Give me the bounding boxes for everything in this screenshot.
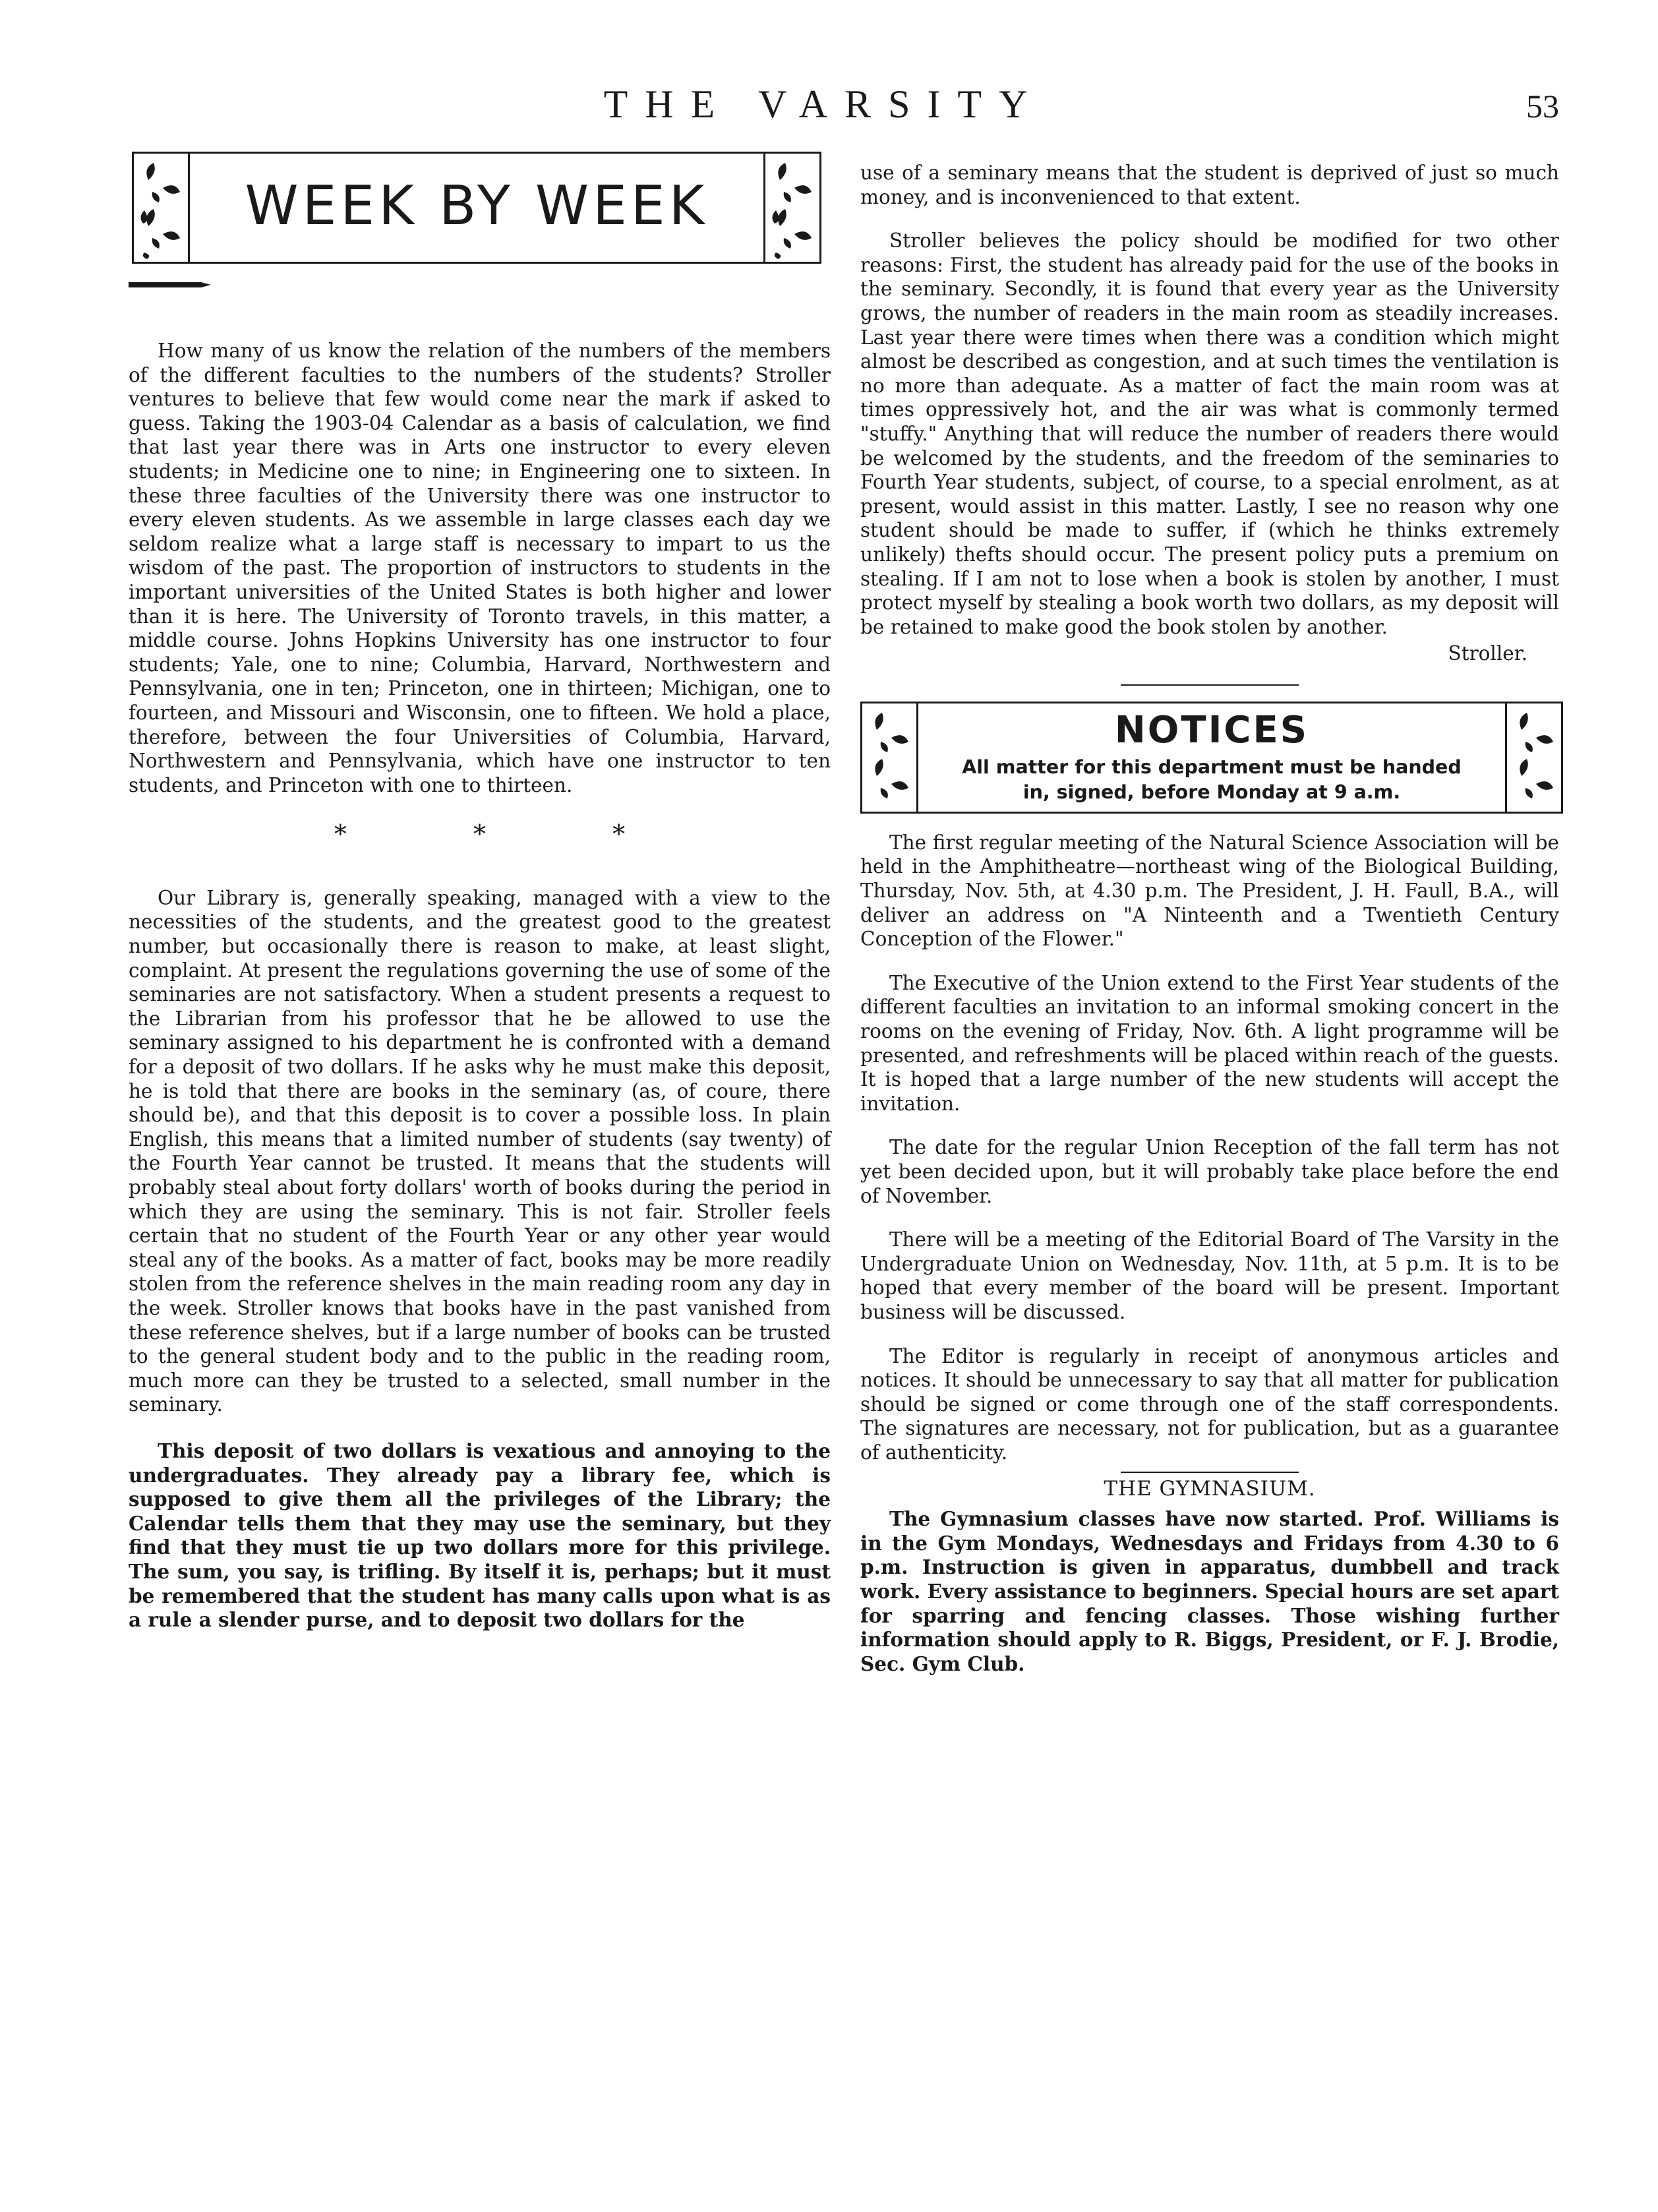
- decorative-rule-icon: [129, 281, 211, 289]
- notice-paragraph: The date for the regular Union Reception of the fall term has not yet been decided upon, but it will probably take place before the end of November.: [860, 1136, 1559, 1207]
- left-column: [129, 152, 831, 1632]
- notices-subtitle-line: All matter for this department must be handed: [962, 756, 1462, 778]
- running-title: THE VARSITY: [603, 82, 1045, 126]
- week-paragraph-1: How many of us know the relation of the numbers of the members of the different faculties to the numbers of the students? Stroller ventures to believe that few would come near the mark if asked to guess. Taking the 1903-04 Calendar as a basis of calculation, we find that last year there was in Arts one instructor to every eleven students; in Medicine one to nine; in Engineering one to sixteen. In these three faculties of the University there was one instructor to every eleven students. As we assemble in large classes each day we seldom realize what a large staff is necessary to impart to us the wisdom of the past. The proportion of instructors to students in the important universities of the United States is both higher and lower than it is here. The University of Toronto travels, in this matter, a middle course. Johns Hopkins University has one instructor to four students; Yale, one to nine; Columbia, Harvard, Northwestern and Pennsylvania, one in ten; Princeton, one in thirteen; Michigan, one to fourteen, and Missouri and Wisconsin, one to fifteen. We hold a place, therefore, between the four Universities of Columbia, Harvard, Northwestern and Pennsylvania, which have one instructor to ten students, and Princeton with one to thirteen.: [129, 340, 831, 796]
- spacer: [129, 289, 831, 339]
- notice-paragraph: The Editor is regularly in receipt of anonymous articles and notices. It should be unnecessary to say that all matter for publication should be signed or come through one of the staff correspondents. The signatures are necessary, not for publication, but as a guarantee of authenticity.: [860, 1344, 1559, 1464]
- floral-ornament-icon: [862, 703, 918, 812]
- right-column: [860, 161, 1559, 1676]
- notices-heading-box: [860, 702, 1563, 814]
- week-paragraph-2: Our Library is, generally speaking, managed with a view to the necessities of the students, and the greatest good to the greatest number, but occasionally there is reason to make, at least slight, complaint. At present the regulations governing the use of some of the seminaries are not satisfactory. When a student presents a request to the Librarian from his professor that he be allowed to use the seminary assigned to his department he is confronted with a demand for a deposit of two dollars. If he asks why he must make this deposit, he is told that there are books in the seminary (as, of coure, there should be), and that this deposit is to cover a possible loss. In plain English, this means that a limited number of students (say twenty) of the Fourth Year cannot be trusted. It means that the students will probably steal about forty dollars' worth of books during the period in which they are using the seminary. This is not fair. Stroller feels certain that no student of the Fourth Year or any other year would steal any of the books. As a matter of fact, books may be more readily stolen from the reference shelves in the main reading room any day in the week. Stroller knows that books have in the past vanished from these reference shelves, but if a large number of books can be trusted to the general student body and to the public in the reading room, much more can they be trusted to a selected, small number in the seminary.: [129, 886, 831, 1416]
- section-stars: * * *: [334, 820, 685, 849]
- floral-ornament-icon: [763, 154, 819, 262]
- notices-title: NOTICES: [1114, 708, 1309, 752]
- notice-paragraph: The first regular meeting of the Natural Science Association will be held in the Amphitheatre—northeast wing of the Biological Building, Thursday, Nov. 5th, at 4.30 p.m. The President, J. H. Faull, B.A., will deliver an address on "A Ninteenth and a Twentieth Century Conception of the Flower.": [860, 831, 1559, 951]
- notices-subtitle-line: in, signed, before Monday at 9 a.m.: [1022, 781, 1401, 803]
- week-by-week-title: WEEK BY WEEK: [245, 175, 709, 237]
- page-number: 53: [1526, 88, 1559, 125]
- notices-subtitle: [922, 755, 1502, 805]
- notice-paragraph: The Executive of the Union extend to the First Year students of the different faculties an invitation to an informal smoking concert in the rooms on the evening of Friday, Nov. 6th. A light programme will be presented, and refreshments will be placed within reach of the guests. It is hoped that a large number of the new students will accept the invitation.: [860, 971, 1559, 1115]
- week-paragraph-3: This deposit of two dollars is vexatious and annoying to the undergraduates. They already pay a library fee, which is supposed to give them all the privileges of the Library; the Calendar tells them that they may use the seminary, but they find that they must tie up two dollars more for this privilege. The sum, you say, is trifling. By itself it is, perhaps; but it must be remembered that the student has many calls upon what is as a rule a slender purse, and to deposit two dollars for the: [129, 1439, 831, 1632]
- signature: Stroller.: [1448, 642, 1527, 665]
- gymnasium-paragraph: The Gymnasium classes have now started. Prof. Williams is in the Gym Mondays, Wednesdays and Fridays from 4.30 to 6 p.m. Instruction is given in apparatus, dumbbell and track work. Every assistance to beginners. Special hours are set apart for sparring and fencing classes. Those wishing further information should apply to R. Biggs, President, or F. J. Brodie, Sec. Gym Club.: [860, 1507, 1559, 1675]
- continued-paragraph: use of a seminary means that the student is deprived of just so much money, and is inconvenienced to that extent.: [860, 162, 1559, 208]
- notice-paragraph: There will be a meeting of the Editorial Board of The Varsity in the Undergraduate Union on Wednesday, Nov. 11th, at 5 p.m. It is to be hoped that every member of the board will be present. Important business will be discussed.: [860, 1228, 1559, 1323]
- page-header: [0, 78, 1658, 131]
- gymnasium-title: THE GYMNASIUM.: [1104, 1476, 1316, 1501]
- week-by-week-heading-box: [132, 152, 821, 264]
- stroller-paragraph: Stroller believes the policy should be modified for two other reasons: First, the student has already paid for the use of the books in the seminary. Secondly, it is found that every year as the University grows, the number of readers in the main room as steadily increases. Last year there were times when there was a condition which might almost be described as congestion, and at such times the ventilation is no more than adequate. As a matter of fact the main room was at times oppressively hot, and the air was what is commonly termed "stuffy." Anything that will reduce the number of readers there would be welcomed by the students, and the freedom of the seminaries to Fourth Year students, subject, of course, to a special enrolment, as at present, would assist in this matter. Lastly, I see no reason why one student should be made to suffer, if (which he thinks extremely unlikely) thefts should occur. The present policy puts a premium on stealing. If I am not to lose when a book is stolen by another, I must protect myself by stealing a book worth two dollars, as my deposit will be retained to make good the book stolen by another.: [860, 229, 1559, 638]
- floral-ornament-icon: [1505, 703, 1561, 812]
- floral-ornament-icon: [134, 154, 190, 262]
- divider: [1121, 684, 1299, 686]
- divider: [1121, 1472, 1299, 1473]
